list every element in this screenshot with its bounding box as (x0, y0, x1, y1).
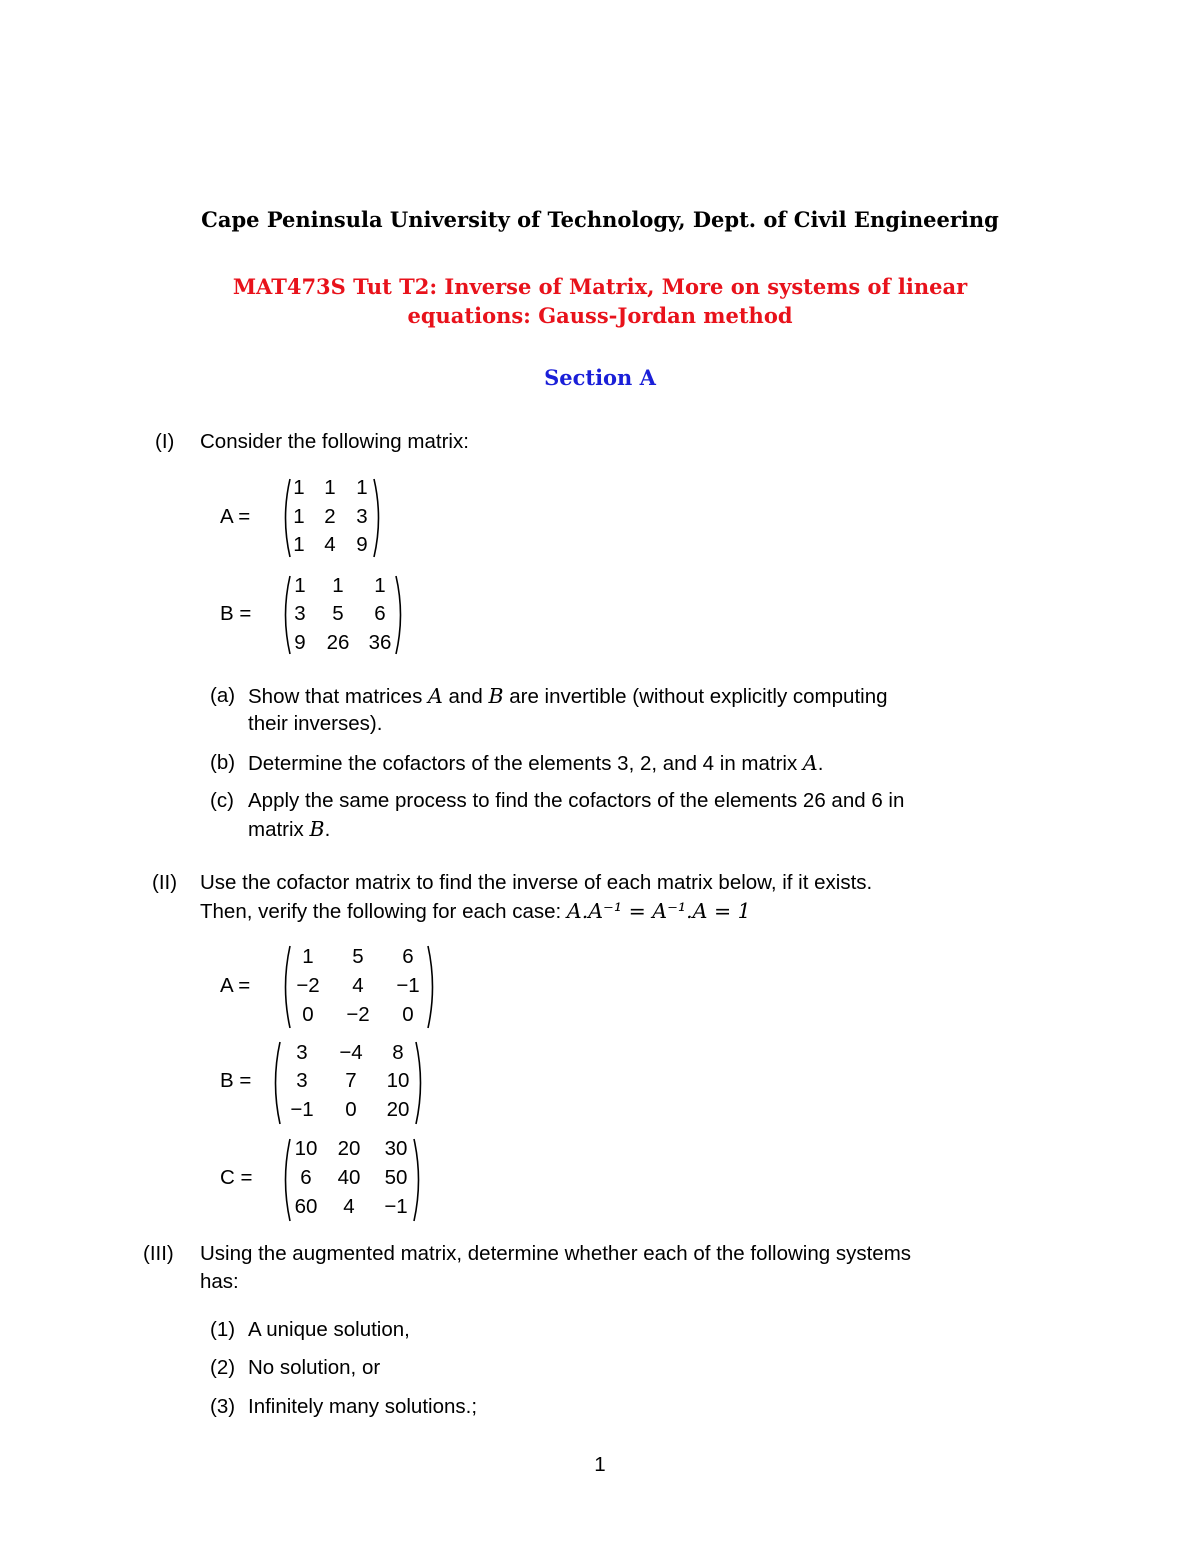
matrix-label: B = (220, 602, 252, 625)
matrix-label: B = (220, 1069, 252, 1092)
part-c-text: Apply the same process to find the cofactors of the elements 26 and 6 in (248, 789, 905, 812)
matrix-cell: 1 (356, 476, 368, 499)
matrix-cell: 1 (293, 476, 305, 499)
matrix-cell: −1 (290, 1098, 314, 1121)
matrix-cell: 10 (294, 1137, 318, 1160)
right-paren-icon (372, 478, 384, 558)
verification-formula: A.A⁻¹ = A⁻¹.A = 1 (566, 899, 751, 923)
matrix-cell: 6 (300, 1166, 312, 1189)
option-3-text: Infinitely many solutions.; (248, 1395, 478, 1418)
matrix-cell: −1 (396, 974, 420, 997)
part-a-label: (a) (210, 684, 236, 707)
matrix-cell: 36 (368, 631, 392, 654)
text-run: Show that matrices (248, 685, 429, 708)
option-3-label: (3) (210, 1395, 236, 1418)
matrix-cell: 6 (402, 945, 414, 968)
section-heading: Section A (544, 365, 656, 390)
matrix-cell: 1 (294, 574, 306, 597)
part-b-text (248, 749, 823, 778)
left-paren-icon (270, 1041, 282, 1125)
text-run: and (442, 685, 489, 708)
matrix-cell: 3 (296, 1069, 308, 1092)
option-2-text: No solution, or (248, 1356, 381, 1379)
matrix-cell: 30 (384, 1137, 408, 1160)
text-run: . (324, 818, 331, 841)
variable: B (488, 684, 504, 708)
matrix-cell: −1 (384, 1195, 408, 1218)
matrix-cell: 6 (374, 602, 386, 625)
matrix-cell: 7 (345, 1069, 357, 1092)
question-1-number: (I) (155, 430, 175, 453)
right-paren-icon (414, 1041, 426, 1125)
right-paren-icon (412, 1138, 424, 1222)
matrix-cell: 2 (324, 505, 336, 528)
text-run: Determine the cofactors of the elements 3, 2, and 4 in matrix (248, 752, 803, 775)
page-number: 1 (594, 1453, 606, 1476)
question-3-line-2: has: (200, 1270, 239, 1293)
matrix-cell: 5 (332, 602, 344, 625)
matrix-cell: 40 (337, 1166, 361, 1189)
matrix-cell: 5 (352, 945, 364, 968)
matrix-cell: 20 (337, 1137, 361, 1160)
matrix-label: A = (220, 505, 251, 528)
question-1-intro: Consider the following matrix: (200, 430, 469, 453)
variable: A (802, 751, 818, 775)
matrix-cell: 1 (302, 945, 314, 968)
matrix-cell: 3 (296, 1041, 308, 1064)
right-paren-icon (426, 945, 438, 1029)
question-2-number: (II) (152, 871, 178, 894)
matrix-cell: 0 (302, 1003, 314, 1026)
matrix-cell: 50 (384, 1166, 408, 1189)
matrix-cell: 1 (374, 574, 386, 597)
text-run: matrix (248, 818, 310, 841)
part-a-text (248, 682, 888, 711)
matrix-cell: 4 (343, 1195, 355, 1218)
matrix-cell: 3 (356, 505, 368, 528)
option-2-label: (2) (210, 1356, 236, 1379)
matrix-cell: 0 (345, 1098, 357, 1121)
text-run: are invertible (without explicitly computing (503, 685, 888, 708)
matrix-cell: 1 (293, 505, 305, 528)
matrix-cell: −2 (296, 974, 320, 997)
question-3-line-1: Using the augmented matrix, determine whether each of the following systems (200, 1242, 912, 1265)
matrix-label: C = (220, 1166, 253, 1189)
matrix-cell: 8 (392, 1041, 404, 1064)
matrix-cell: 1 (332, 574, 344, 597)
variable: A (428, 684, 443, 708)
right-paren-icon (394, 575, 406, 655)
matrix-cell: 60 (294, 1195, 318, 1218)
matrix-cell: 1 (293, 533, 305, 556)
matrix-cell: 1 (324, 476, 336, 499)
tutorial-title (0, 272, 1200, 330)
matrix-cell: 9 (294, 631, 306, 654)
text-run: . (817, 752, 824, 775)
matrix-cell: 10 (386, 1069, 410, 1092)
part-a-text-line-2: their inverses). (248, 712, 383, 735)
part-c-label: (c) (210, 789, 234, 812)
text-run: Then, verify the following for each case: (200, 900, 567, 923)
matrix-label: A = (220, 974, 251, 997)
matrix-cell: 20 (386, 1098, 410, 1121)
title-line-1: MAT473S Tut T2: Inverse of Matrix, More on systems of linear (232, 274, 968, 299)
question-3-number: (III) (143, 1242, 174, 1265)
question-2-line-1: Use the cofactor matrix to find the inverse of each matrix below, if it exists. (200, 871, 873, 894)
matrix-cell: −2 (346, 1003, 370, 1026)
question-2-line-2 (200, 897, 751, 926)
option-1-label: (1) (210, 1318, 236, 1341)
matrix-cell: 9 (356, 533, 368, 556)
matrix-cell: 0 (402, 1003, 414, 1026)
matrix-cell: 4 (324, 533, 336, 556)
part-c-text-line-2 (248, 815, 330, 844)
matrix-cell: 4 (352, 974, 364, 997)
variable: B (309, 817, 325, 841)
option-1-text: A unique solution, (248, 1318, 410, 1341)
matrix-cell: −4 (339, 1041, 363, 1064)
matrix-cell: 3 (294, 602, 306, 625)
title-line-2: equations: Gauss-Jordan method (407, 303, 793, 328)
part-b-label: (b) (210, 751, 236, 774)
matrix-cell: 26 (326, 631, 350, 654)
institution-heading: Cape Peninsula University of Technology, Dept. of Civil Engineering (201, 207, 999, 232)
